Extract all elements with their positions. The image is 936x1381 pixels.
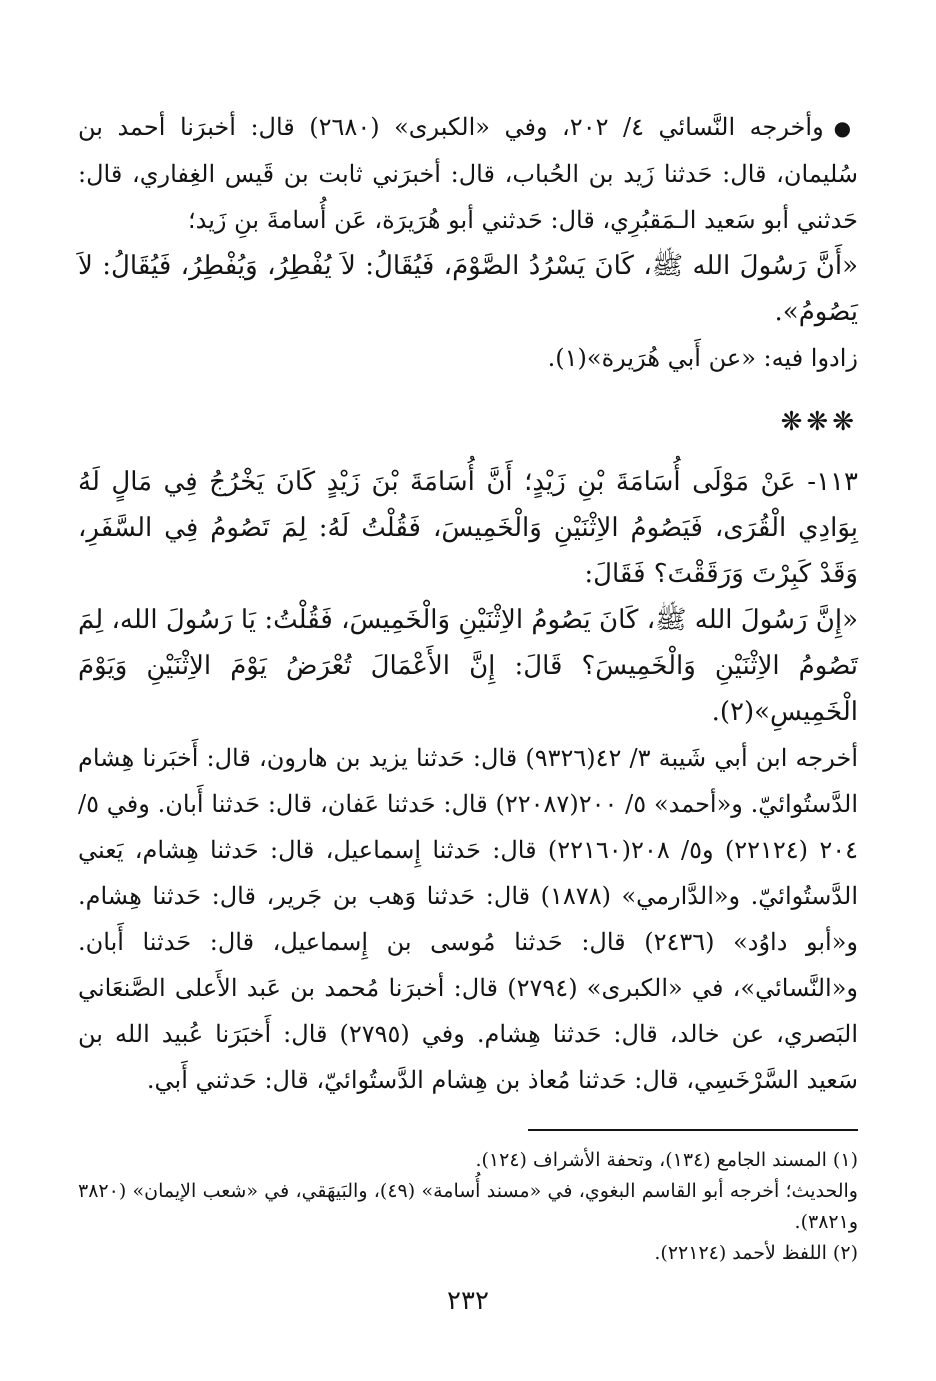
footnote-2: (٢) اللفظ لأحمد (٢٢١٢٤). <box>654 1242 858 1264</box>
hadith-113-quote: «إِنَّ رَسُولَ الله ﷺ، كَانَ يَصُومُ الاِثْنَيْنِ وَالْخَمِيسَ، فَقُلْتُ: يَا رَسُولَ الله، لِمَ تَصُومُ الاِثْنَيْنِ وَالْخَمِيسَ؟ قَالَ: إِنَّ الأَعْمَالَ تُعْرَضُ يَوْمَ الاِثْنَيْنِ وَيَوْمَ الْخَمِيسِ»(٢). <box>78 605 858 727</box>
paragraph-nasai-text: وأخرجه النَّسائي ٤/ ٢٠٢، وفي «الكبرى» (٢٦٨٠) قال: أخبرَنا أحمد بن سُليمان، قال: حَدثنا زَيد بن الحُباب، قال: أخبرَني ثابت بن قَيس الغِفاري، قال: حَدثني أبو سَعيد الـمَقبُرِي، قال: حَدثني أبو هُرَيرَة، عَن أُسامةَ بنِ زَيد؛ <box>78 113 858 234</box>
hadith-113-intro: ١١٣- عَنْ مَوْلَى أُسَامَةَ بْنِ زَيْدٍ؛ أَنَّ أُسَامَةَ بْنَ زَيْدٍ كَانَ يَخْرُجُ فِي مَالٍ لَهُ بِوَادِي الْقُرَى، فَيَصُومُ الاِثْنَيْنِ وَالْخَمِيسَ، فَقُلْتُ لَهُ: لِمَ تَصُومُ فِي السَّفَرِ، وَقَدْ كَبِرْتَ وَرَقَقْتَ؟ فَقَالَ: <box>78 467 858 589</box>
hadith-quote-fasting: «أَنَّ رَسُولَ الله ﷺ، كَانَ يَسْرُدُ الصَّوْمَ، فَيُقَالُ: لاَ يُفْطِرُ، وَيُفْطِرُ، فَيُقَالُ: لاَ يَصُومُ». <box>78 251 858 327</box>
bullet-icon: ● <box>833 116 859 140</box>
paragraph-nasai-takhrij <box>78 104 858 243</box>
footnote-separator <box>528 1129 858 1131</box>
takhrij-paragraph: أخرجه ابن أبي شَيبة ٣/ ٤٢(٩٣٢٦) قال: حَدثنا يزيد بن هارون، قال: أَخبَرنا هِشام الدَّستُوائيّ. و«أحمد» ٥/ ٢٠٠(٢٢٠٨٧) قال: حَدثنا عَفان، قال: حَدثنا أَبان. وفي ٥/ ٢٠٤ (٢٢١٢٤) و٥/ ٢٠٨(٢٢١٦٠) قال: حَدثنا إِسماعيل، قال: حَدثنا هِشام، يَعني الدَّستُوائيّ. و«الدَّارمي» (١٨٧٨) قال: حَدثنا وَهب بن جَرير، قال: حَدثنا هِشام. و«أبو داوُد» (٢٤٣٦) قال: حَدثنا مُوسى بن إِسماعيل، قال: حَدثنا أَبان. و«النَّسائي»، في «الكبرى» (٢٧٩٤) قال: أخبرَنا مُحمد بن عَبد الأَعلى الصَّنعَاني البَصري، عن خالد، قال: حَدثنا هِشام. وفي (٢٧٩٥) قال: أَخبَرَنا عُبيد الله بن سَعيد السَّرْخَسِي، قال: حَدثنا مُعاذ بن هِشام الدَّستُوائيّ، قال: حَدثني أَبي. <box>78 744 859 1094</box>
footnote-1-continuation: والحديث؛ أخرجه أبو القاسم البغوي، في «مسند أُسامة» (٤٩)، والبَيهَقي، في «شعب الإيمان» (٣٨٢٠ و٣٨٢١). <box>78 1180 858 1233</box>
page-number: ٢٣٢ <box>447 1286 489 1316</box>
footnote-1: (١) المسند الجامع (١٣٤)، وتحفة الأشراف (١٢٤). <box>475 1149 858 1171</box>
paragraph-additions-note: زادوا فيه: «عن أَبي هُرَيرة»(١). <box>547 344 858 372</box>
footnotes <box>78 1145 858 1269</box>
main-text <box>78 104 858 1103</box>
section-separator-stars: ❋❋❋ <box>780 407 858 437</box>
